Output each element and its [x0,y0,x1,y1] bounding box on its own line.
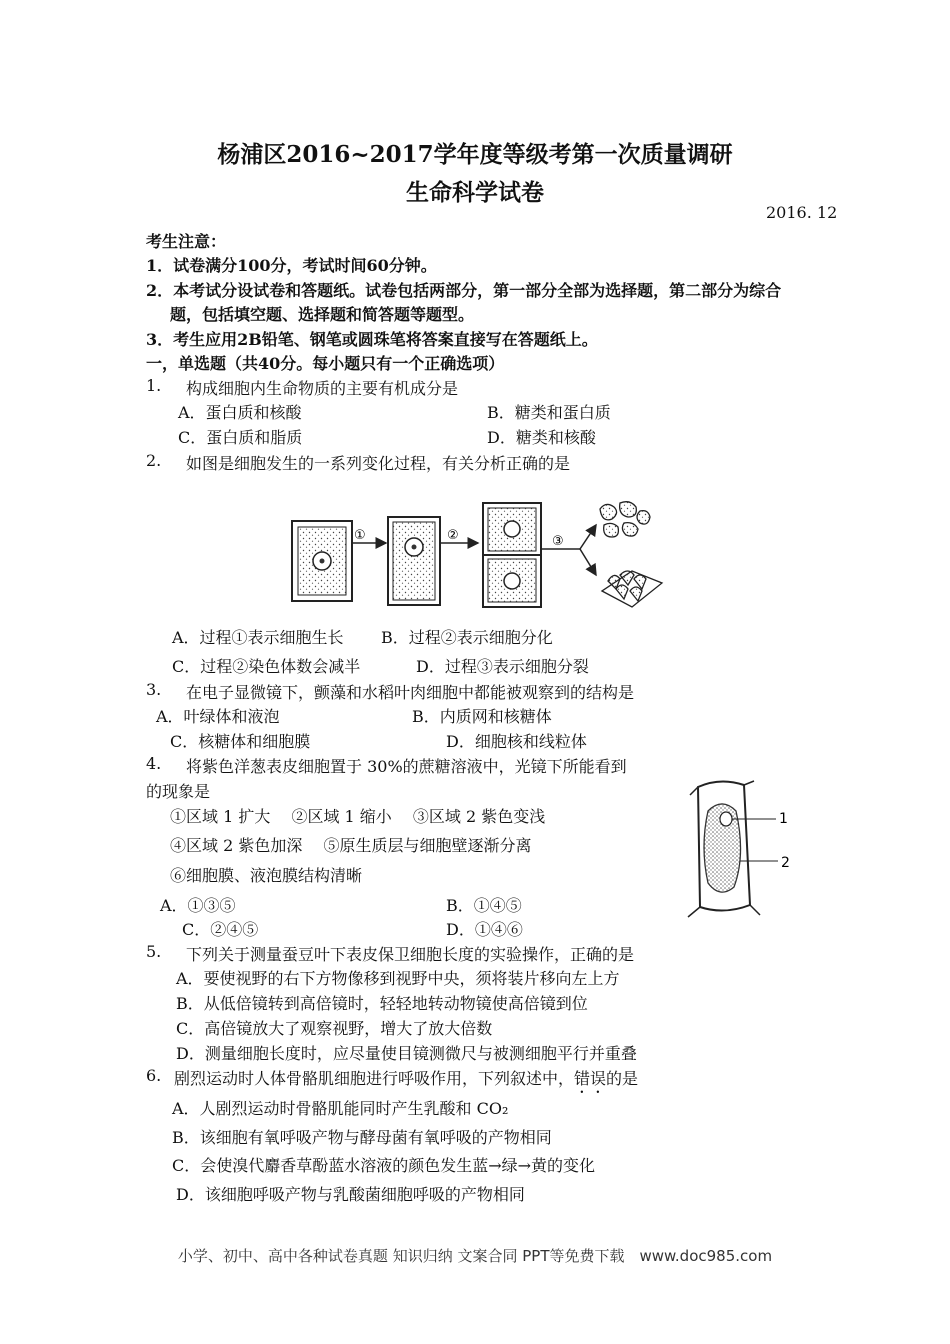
q5-option-c: C．高倍镜放大了观察视野，增大了放大倍数 [176,1019,493,1038]
q6-option-c: C．会使溴代麝香草酚蓝水溶液的颜色发生蓝→绿→黄的变化 [172,1156,596,1175]
page-title: 杨浦区2016~2017学年度等级考第一次质量调研 [217,141,733,168]
differentiated-cells-bottom [602,571,662,607]
q4-stem-line2: 的现象是 [146,782,211,801]
q6-option-a: A．人剧烈运动时骨骼肌能同时产生乳酸和 CO₂ [172,1099,509,1118]
q5-number: 5. [146,942,162,961]
q4-stem-line1: 将紫色洋葱表皮细胞置于 30%的蔗糖溶液中，光镜下所能看到 [186,757,627,776]
q2-option-a: A．过程①表示细胞生长 [172,628,344,647]
q1-option-b: B．糖类和蛋白质 [487,403,611,422]
q1-option-c: C．蛋白质和脂质 [178,428,303,447]
q1-option-a: A．蛋白质和核酸 [178,403,302,422]
q3-stem: 在电子显微镜下，颤藻和水稻叶肉细胞中都能被观察到的结构是 [186,683,635,702]
notice-item-2-cont: 题，包括填空题、选择题和简答题等题型。 [170,305,475,324]
cell-stage-3 [483,503,541,607]
q5-stem: 下列关于测量蚕豆叶下表皮保卫细胞长度的实验操作，正确的是 [186,945,635,964]
q4-statements-3: ⑥细胞膜、液泡膜结构清晰 [170,866,363,885]
q6-emphasis: 错误 [574,1069,607,1088]
notice-item-1: 1．试卷满分100分，考试时间60分钟。 [146,256,437,275]
q4-option-d: D．①④⑥ [446,920,523,939]
cell-stage-2 [388,517,440,605]
differentiated-cells-top [600,502,650,537]
exam-date: 2016. 12 [766,203,838,222]
q5-option-d: D．测量细胞长度时，应尽量使目镜测微尺与被测细胞平行并重叠 [176,1044,637,1063]
q2-option-c: C．过程②染色体数会减半 [172,657,361,676]
onion-cell-figure [680,775,800,925]
q1-stem: 构成细胞内生命物质的主要有机成分是 [186,379,459,398]
q2-stem: 如图是细胞发生的一系列变化过程，有关分析正确的是 [186,454,571,473]
q6-option-b: B．该细胞有氧呼吸产物与酵母菌有氧呼吸的产物相同 [172,1128,552,1147]
figure-label-2: 2 [781,855,790,871]
cell-process-diagram [290,495,670,615]
figure-label-1: 1 [779,811,788,827]
page-subtitle: 生命科学试卷 [406,179,544,206]
q2-number: 2. [146,451,162,470]
section-heading: 一，单选题（共40分。每小题只有一个正确选项） [146,354,505,373]
q2-option-d: D．过程③表示细胞分裂 [416,657,589,676]
notice-item-2: 2．本考试分设试卷和答题纸。试卷包括两部分，第一部分全部为选择题，第二部分为综合 [146,281,782,300]
q1-option-d: D．糖类和核酸 [487,428,596,447]
q3-option-b: B．内质网和核糖体 [412,707,552,726]
q4-statements-1: ①区域 1 扩大 ②区域 1 缩小 ③区域 2 紫色变浅 [170,807,546,826]
q5-option-a: A．要使视野的右下方物像移到视野中央，须将装片移向左上方 [176,969,620,988]
q3-option-d: D．细胞核和线粒体 [446,732,587,751]
q5-option-b: B．从低倍镜转到高倍镜时，轻轻地转动物镜使高倍镜到位 [176,994,588,1013]
q6-number: 6. [146,1066,162,1085]
q4-statements-2: ④区域 2 紫色加深 ⑤原生质层与细胞壁逐渐分离 [170,836,532,855]
notice-item-3: 3．考生应用2B铅笔、钢笔或圆珠笔将答案直接写在答题纸上。 [146,330,598,349]
q3-number: 3. [146,680,162,699]
q4-number: 4. [146,754,162,773]
step3-label: ③ [552,534,564,549]
q1-number: 1. [146,376,162,395]
q3-option-a: A．叶绿体和液泡 [156,707,280,726]
q2-option-b: B．过程②表示细胞分化 [381,628,553,647]
q4-option-a: A．①③⑤ [160,896,236,915]
step1-label: ① [354,528,366,543]
cell-stage-1 [292,521,352,601]
step2-label: ② [447,528,459,543]
q3-option-c: C．核糖体和细胞膜 [170,732,311,751]
q4-option-c: C．②④⑤ [182,920,259,939]
notice-heading: 考生注意： [146,232,227,251]
q6-stem: 剧烈运动时人体骨骼肌细胞进行呼吸作用，下列叙述中，错误的是 [174,1069,639,1088]
page-footer: 小学、初中、高中各种试卷真题 知识归纳 文案合同 PPT等免费下载 www.doc985.com [177,1247,773,1265]
q6-option-d: D．该细胞呼吸产物与乳酸菌细胞呼吸的产物相同 [176,1185,525,1204]
q4-option-b: B．①④⑤ [446,896,522,915]
